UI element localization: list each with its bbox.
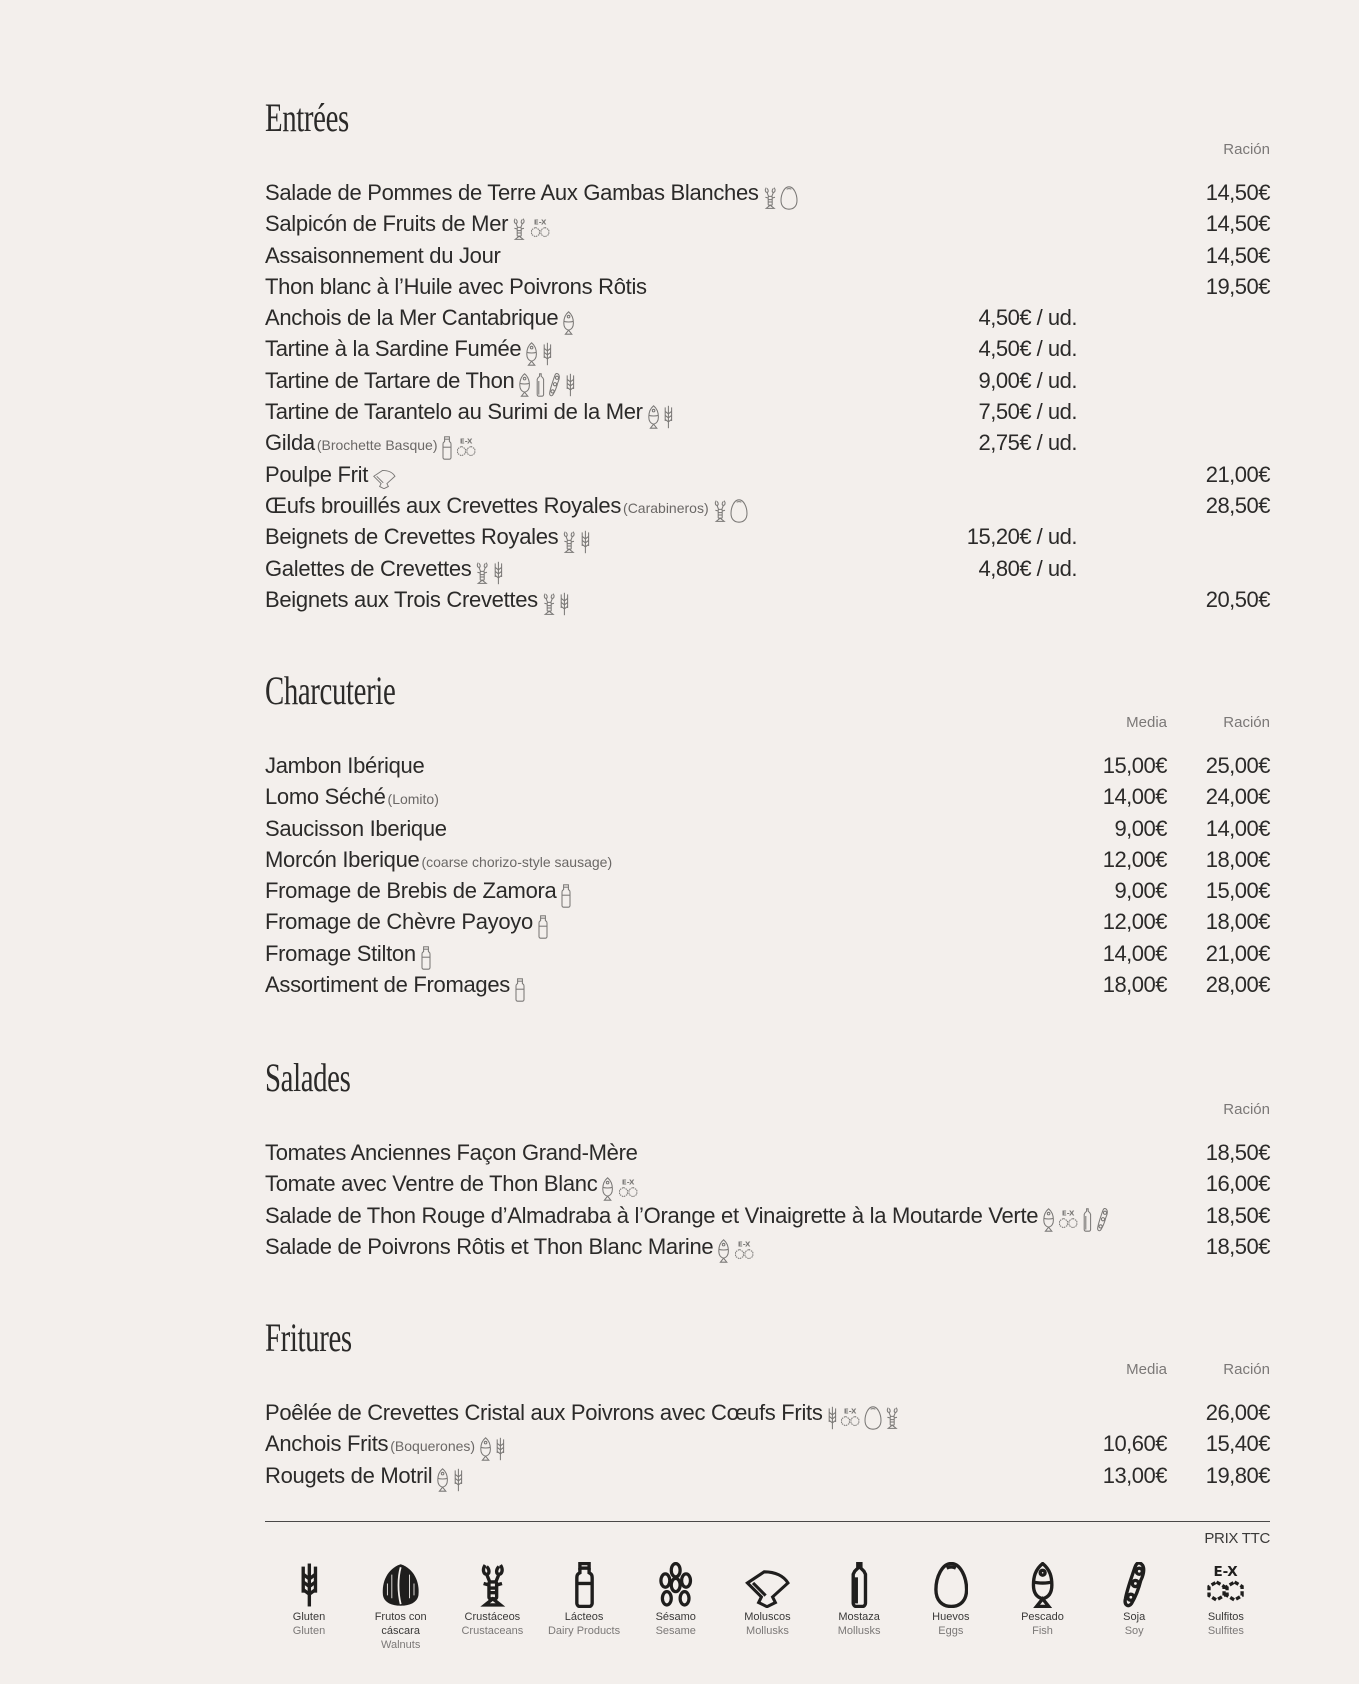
menu-item <box>265 240 1270 271</box>
menu-item <box>265 1200 1270 1231</box>
menu-item <box>265 1137 1270 1168</box>
prix-ttc-label: PRIX TTC <box>1204 1530 1270 1547</box>
allergen-icons <box>1042 1204 1112 1232</box>
gluten-icon <box>493 561 504 585</box>
menu-item <box>265 365 1270 396</box>
egg-icon <box>934 1560 969 1608</box>
price-racion: 20,50€ <box>1205 586 1270 612</box>
section-fritures <box>265 1315 1270 1491</box>
legend-item <box>911 1560 991 1652</box>
dairy-icon <box>441 436 453 460</box>
legend-item <box>452 1560 532 1652</box>
dairy-icon <box>573 1560 596 1608</box>
menu-list <box>265 1397 1270 1491</box>
legend-label-es: Lácteos <box>564 1611 604 1623</box>
legend-label-en: Eggs <box>938 1625 964 1637</box>
menu-item <box>265 521 1270 552</box>
svg-text:E-X: E-X <box>621 1177 635 1187</box>
allergen-icons <box>372 463 399 491</box>
svg-text:E-X: E-X <box>844 1405 857 1415</box>
menu-item <box>265 584 1270 615</box>
crustacean-icon <box>512 217 526 241</box>
menu-item <box>265 177 1270 208</box>
gluten-icon <box>565 373 576 397</box>
menu-item <box>265 750 1270 781</box>
fish-icon <box>717 1239 730 1263</box>
legend-label-en: Fish <box>1032 1625 1053 1637</box>
legend-label-es: Huevos <box>932 1611 970 1623</box>
sulfites-icon <box>734 1239 754 1263</box>
price-per-unit: 4,50€ / ud. <box>978 305 1077 331</box>
egg-icon <box>730 499 748 523</box>
item-name: Beignets de Crevettes Royales <box>265 524 559 550</box>
allergen-icons <box>562 526 593 554</box>
item-name: Saucisson Iberique <box>265 815 447 841</box>
item-name: Tomates Anciennes Façon Grand-Mère <box>265 1140 638 1165</box>
legend-item <box>1003 1560 1083 1652</box>
menu-item <box>265 302 1270 333</box>
allergen-icons <box>717 1236 757 1264</box>
crustacean-icon <box>885 1406 899 1430</box>
gluten-icon <box>580 530 591 554</box>
sulfites-icon <box>530 217 550 241</box>
price-racion: 14,00€ <box>1205 815 1270 841</box>
svg-text:E-X: E-X <box>1062 1208 1075 1218</box>
price-per-unit: 4,80€ / ud. <box>978 555 1077 581</box>
column-header-racion: Ración <box>1223 714 1270 731</box>
dairy-icon <box>514 978 526 1002</box>
legend-item <box>1094 1560 1174 1652</box>
price-media: 12,00€ <box>1102 846 1167 872</box>
allergen-legend <box>265 1560 1270 1652</box>
fish-icon <box>525 342 538 366</box>
item-name: Salpicón de Fruits de Mer <box>265 211 509 237</box>
menu-item <box>265 938 1270 969</box>
allergen-icons <box>827 1402 903 1430</box>
price-per-unit: 2,75€ / ud. <box>978 430 1077 456</box>
price-racion: 25,00€ <box>1205 753 1270 778</box>
fish-icon <box>1042 1208 1055 1232</box>
menu-item <box>265 1428 1270 1459</box>
item-note: (coarse chorizo-style sausage) <box>421 853 613 870</box>
dairy-icon <box>420 946 432 970</box>
price-media: 9,00€ <box>1114 815 1167 841</box>
column-header-racion: Ración <box>1223 1101 1270 1118</box>
sulfites-icon <box>1058 1208 1078 1232</box>
price-racion: 14,50€ <box>1205 180 1270 205</box>
price-per-unit: 9,00€ / ud. <box>978 367 1077 393</box>
item-name: Galettes de Crevettes <box>265 555 472 581</box>
legend-label-es: Soja <box>1123 1611 1146 1623</box>
mollusk-icon <box>372 469 396 489</box>
legend-label-es: Frutos con cáscara <box>374 1611 427 1637</box>
allergen-icons <box>420 943 435 971</box>
crustacean-icon <box>562 530 576 554</box>
dairy-icon <box>560 884 572 908</box>
allergen-icons <box>512 213 553 241</box>
legend-item <box>727 1560 807 1652</box>
gluten-icon <box>663 405 674 429</box>
price-racion: 15,00€ <box>1205 878 1270 904</box>
legend-label-es: Crustáceos <box>464 1611 521 1623</box>
soy-icon <box>548 373 561 397</box>
item-name: Salade de Pommes de Terre Aux Gambas Blanches <box>265 180 759 205</box>
legend-label-es: Sésamo <box>655 1611 696 1623</box>
price-per-unit: 7,50€ / ud. <box>978 399 1077 425</box>
fish-icon <box>436 1468 449 1492</box>
crustacean-icon <box>479 1560 507 1608</box>
item-name: Fromage de Chèvre Payoyo <box>265 909 533 935</box>
price-media: 10,60€ <box>1102 1431 1167 1457</box>
allergen-icons <box>441 432 479 460</box>
legend-label-en: Gluten <box>292 1625 326 1637</box>
gluten-icon <box>559 592 570 616</box>
price-media: 9,00€ <box>1114 878 1167 904</box>
legend-item <box>1186 1560 1266 1652</box>
section-title: Fritures <box>265 1315 352 1360</box>
price-media: 14,00€ <box>1102 940 1167 966</box>
item-name: Fromage Stilton <box>265 940 416 966</box>
legend-label-es: Sulfitos <box>1207 1611 1244 1623</box>
price-racion: 24,00€ <box>1205 784 1270 810</box>
price-racion: 14,50€ <box>1205 211 1270 237</box>
menu-item <box>265 875 1270 906</box>
menu-list <box>265 177 1270 615</box>
column-header-media: Media <box>1126 1361 1167 1378</box>
section-salades <box>265 1055 1270 1262</box>
price-racion: 14,50€ <box>1205 242 1270 268</box>
gluten-icon <box>453 1468 464 1492</box>
item-name: Œufs brouillés aux Crevettes Royales <box>265 492 622 518</box>
soy-icon <box>1096 1208 1109 1232</box>
menu-item <box>265 459 1270 490</box>
legend-label-en: Sulfites <box>1207 1625 1244 1637</box>
menu-item <box>265 396 1270 427</box>
price-racion: 18,50€ <box>1205 1202 1270 1228</box>
allergen-icons <box>525 338 555 366</box>
gluten-icon <box>495 1437 506 1461</box>
sulfites-icon <box>618 1177 638 1201</box>
column-header-media: Media <box>1126 714 1167 731</box>
sulfites-icon <box>1206 1560 1245 1608</box>
svg-text:E-X: E-X <box>460 436 473 446</box>
svg-text:E-X: E-X <box>737 1239 751 1249</box>
section-title: Salades <box>265 1055 351 1100</box>
sulfites-icon <box>456 436 476 460</box>
item-name: Morcón Iberique <box>265 846 420 872</box>
price-racion: 21,00€ <box>1205 461 1270 487</box>
nuts-icon <box>380 1560 421 1608</box>
item-name: Tartine à la Sardine Fumée <box>265 336 522 362</box>
price-media: 15,00€ <box>1102 753 1167 778</box>
menu-item <box>265 553 1270 584</box>
price-racion: 28,50€ <box>1205 492 1270 518</box>
footer-divider <box>265 1521 1270 1522</box>
legend-item <box>819 1560 899 1652</box>
mustard-icon <box>849 1560 870 1608</box>
menu-item <box>265 781 1270 812</box>
item-name: Fromage de Brebis de Zamora <box>265 878 557 904</box>
price-racion: 16,00€ <box>1205 1171 1270 1197</box>
sesame-icon <box>655 1560 696 1608</box>
legend-label-es: Mostaza <box>838 1611 880 1623</box>
gluten-icon <box>827 1406 838 1430</box>
fish-icon <box>518 373 531 397</box>
menu-item <box>265 1460 1270 1491</box>
allergen-icons <box>479 1433 509 1461</box>
price-racion: 19,50€ <box>1205 273 1270 299</box>
gluten-icon <box>542 342 553 366</box>
fish-icon <box>479 1437 492 1461</box>
item-name: Tartine de Tartare de Thon <box>265 367 515 393</box>
fish-icon <box>562 311 575 335</box>
allergen-icons <box>713 495 751 523</box>
crustacean-icon <box>713 499 727 523</box>
menu-item <box>265 813 1270 844</box>
price-media: 12,00€ <box>1102 909 1167 935</box>
soy-icon <box>1122 1560 1147 1608</box>
item-name: Lomo Séché <box>265 784 386 810</box>
price-racion: 28,00€ <box>1205 972 1270 998</box>
allergen-icons <box>763 182 801 210</box>
item-name: Salade de Thon Rouge d’Almadraba à l’Orange et Vinaigrette à la Moutarde Verte <box>265 1202 1039 1228</box>
price-racion: 18,00€ <box>1205 909 1270 935</box>
price-media: 18,00€ <box>1102 972 1167 998</box>
menu-item <box>265 1231 1270 1262</box>
item-name: Tomate avec Ventre de Thon Blanc <box>265 1171 598 1197</box>
svg-text:E-X: E-X <box>1213 1563 1238 1580</box>
legend-label-en: Crustaceans <box>461 1625 524 1637</box>
item-note: (Brochette Basque) <box>316 437 438 454</box>
legend-label-es: Gluten <box>292 1611 326 1623</box>
item-name: Salade de Poivrons Rôtis et Thon Blanc Marine <box>265 1233 714 1259</box>
column-header-racion: Ración <box>1223 141 1270 158</box>
column-header-racion: Ración <box>1223 1361 1270 1378</box>
menu-item <box>265 969 1270 1000</box>
price-racion: 18,00€ <box>1205 846 1270 872</box>
mustard-icon <box>535 373 546 397</box>
allergen-icons <box>560 880 575 908</box>
item-name: Anchois Frits <box>265 1431 389 1457</box>
legend-item <box>636 1560 716 1652</box>
legend-label-es: Moluscos <box>744 1611 791 1623</box>
mollusk-icon <box>744 1560 790 1608</box>
menu-item <box>265 906 1270 937</box>
item-note: (Boquerones) <box>390 1438 476 1455</box>
fish-icon <box>601 1177 614 1201</box>
gluten-icon <box>299 1560 320 1608</box>
section-entrees <box>265 95 1270 615</box>
legend-label-en: Walnuts <box>381 1639 421 1651</box>
item-name: Thon blanc à l’Huile avec Poivrons Rôtis <box>265 273 647 299</box>
legend-label-en: Sesame <box>655 1625 696 1637</box>
allergen-icons <box>601 1173 641 1201</box>
item-note: (Lomito) <box>387 791 439 808</box>
menu-list <box>265 750 1270 1000</box>
item-name: Anchois de la Mer Cantabrique <box>265 305 559 331</box>
allergen-icons <box>647 401 677 429</box>
item-name: Tartine de Tarantelo au Surimi de la Mer <box>265 399 643 425</box>
allergen-icons <box>436 1464 466 1492</box>
menu-item <box>265 333 1270 364</box>
crustacean-icon <box>542 592 556 616</box>
allergen-icons <box>537 911 552 939</box>
fish-icon <box>1030 1560 1055 1608</box>
price-racion: 21,00€ <box>1205 940 1270 966</box>
egg-icon <box>780 186 798 210</box>
price-racion: 18,50€ <box>1205 1140 1270 1165</box>
section-title: Charcuterie <box>265 668 396 713</box>
price-media: 14,00€ <box>1102 784 1167 810</box>
price-media: 13,00€ <box>1102 1462 1167 1488</box>
allergen-icons <box>475 557 506 585</box>
legend-label-es: Pescado <box>1021 1611 1064 1623</box>
dairy-icon <box>537 915 549 939</box>
legend-label-en: Mollusks <box>746 1625 789 1637</box>
price-per-unit: 15,20€ / ud. <box>966 524 1077 550</box>
item-name: Assortiment de Fromages <box>265 972 510 998</box>
item-name: Beignets aux Trois Crevettes <box>265 586 538 612</box>
fish-icon <box>647 405 660 429</box>
menu-list <box>265 1137 1270 1262</box>
price-racion: 26,00€ <box>1205 1400 1270 1425</box>
menu-item <box>265 271 1270 302</box>
crustacean-icon <box>475 561 489 585</box>
allergen-icons <box>518 370 578 398</box>
item-name: Gilda <box>265 430 315 456</box>
section-charcuterie <box>265 668 1270 1000</box>
allergen-icons <box>514 974 529 1002</box>
item-name: Jambon Ibérique <box>265 753 425 778</box>
menu-item <box>265 208 1270 239</box>
item-note: (Carabineros) <box>623 499 709 516</box>
item-name: Poêlée de Crevettes Cristal aux Poivrons avec Cœufs Frits <box>265 1400 823 1425</box>
price-per-unit: 4,50€ / ud. <box>978 336 1077 362</box>
menu-item <box>265 490 1270 521</box>
legend-item <box>269 1560 349 1652</box>
price-racion: 15,40€ <box>1205 1431 1270 1457</box>
menu-item <box>265 427 1270 458</box>
item-name: Poulpe Frit <box>265 461 369 487</box>
egg-icon <box>864 1406 882 1430</box>
menu-item <box>265 1168 1270 1199</box>
item-name: Rougets de Motril <box>265 1462 433 1488</box>
item-name: Assaisonnement du Jour <box>265 242 501 268</box>
crustacean-icon <box>763 186 777 210</box>
menu-item <box>265 1397 1270 1428</box>
mustard-icon <box>1082 1208 1093 1232</box>
menu-item <box>265 844 1270 875</box>
section-title: Entrées <box>265 95 349 140</box>
svg-text:E-X: E-X <box>533 217 547 227</box>
sulfites-icon <box>840 1406 860 1430</box>
legend-label-en: Mollusks <box>837 1625 881 1637</box>
legend-item <box>361 1560 441 1652</box>
price-racion: 18,50€ <box>1205 1233 1270 1259</box>
allergen-icons <box>542 589 573 617</box>
price-racion: 19,80€ <box>1205 1462 1270 1488</box>
legend-label-en: Soy <box>1124 1625 1144 1637</box>
legend-label-en: Dairy Products <box>547 1625 621 1637</box>
allergen-icons <box>562 307 578 335</box>
legend-item <box>544 1560 624 1652</box>
